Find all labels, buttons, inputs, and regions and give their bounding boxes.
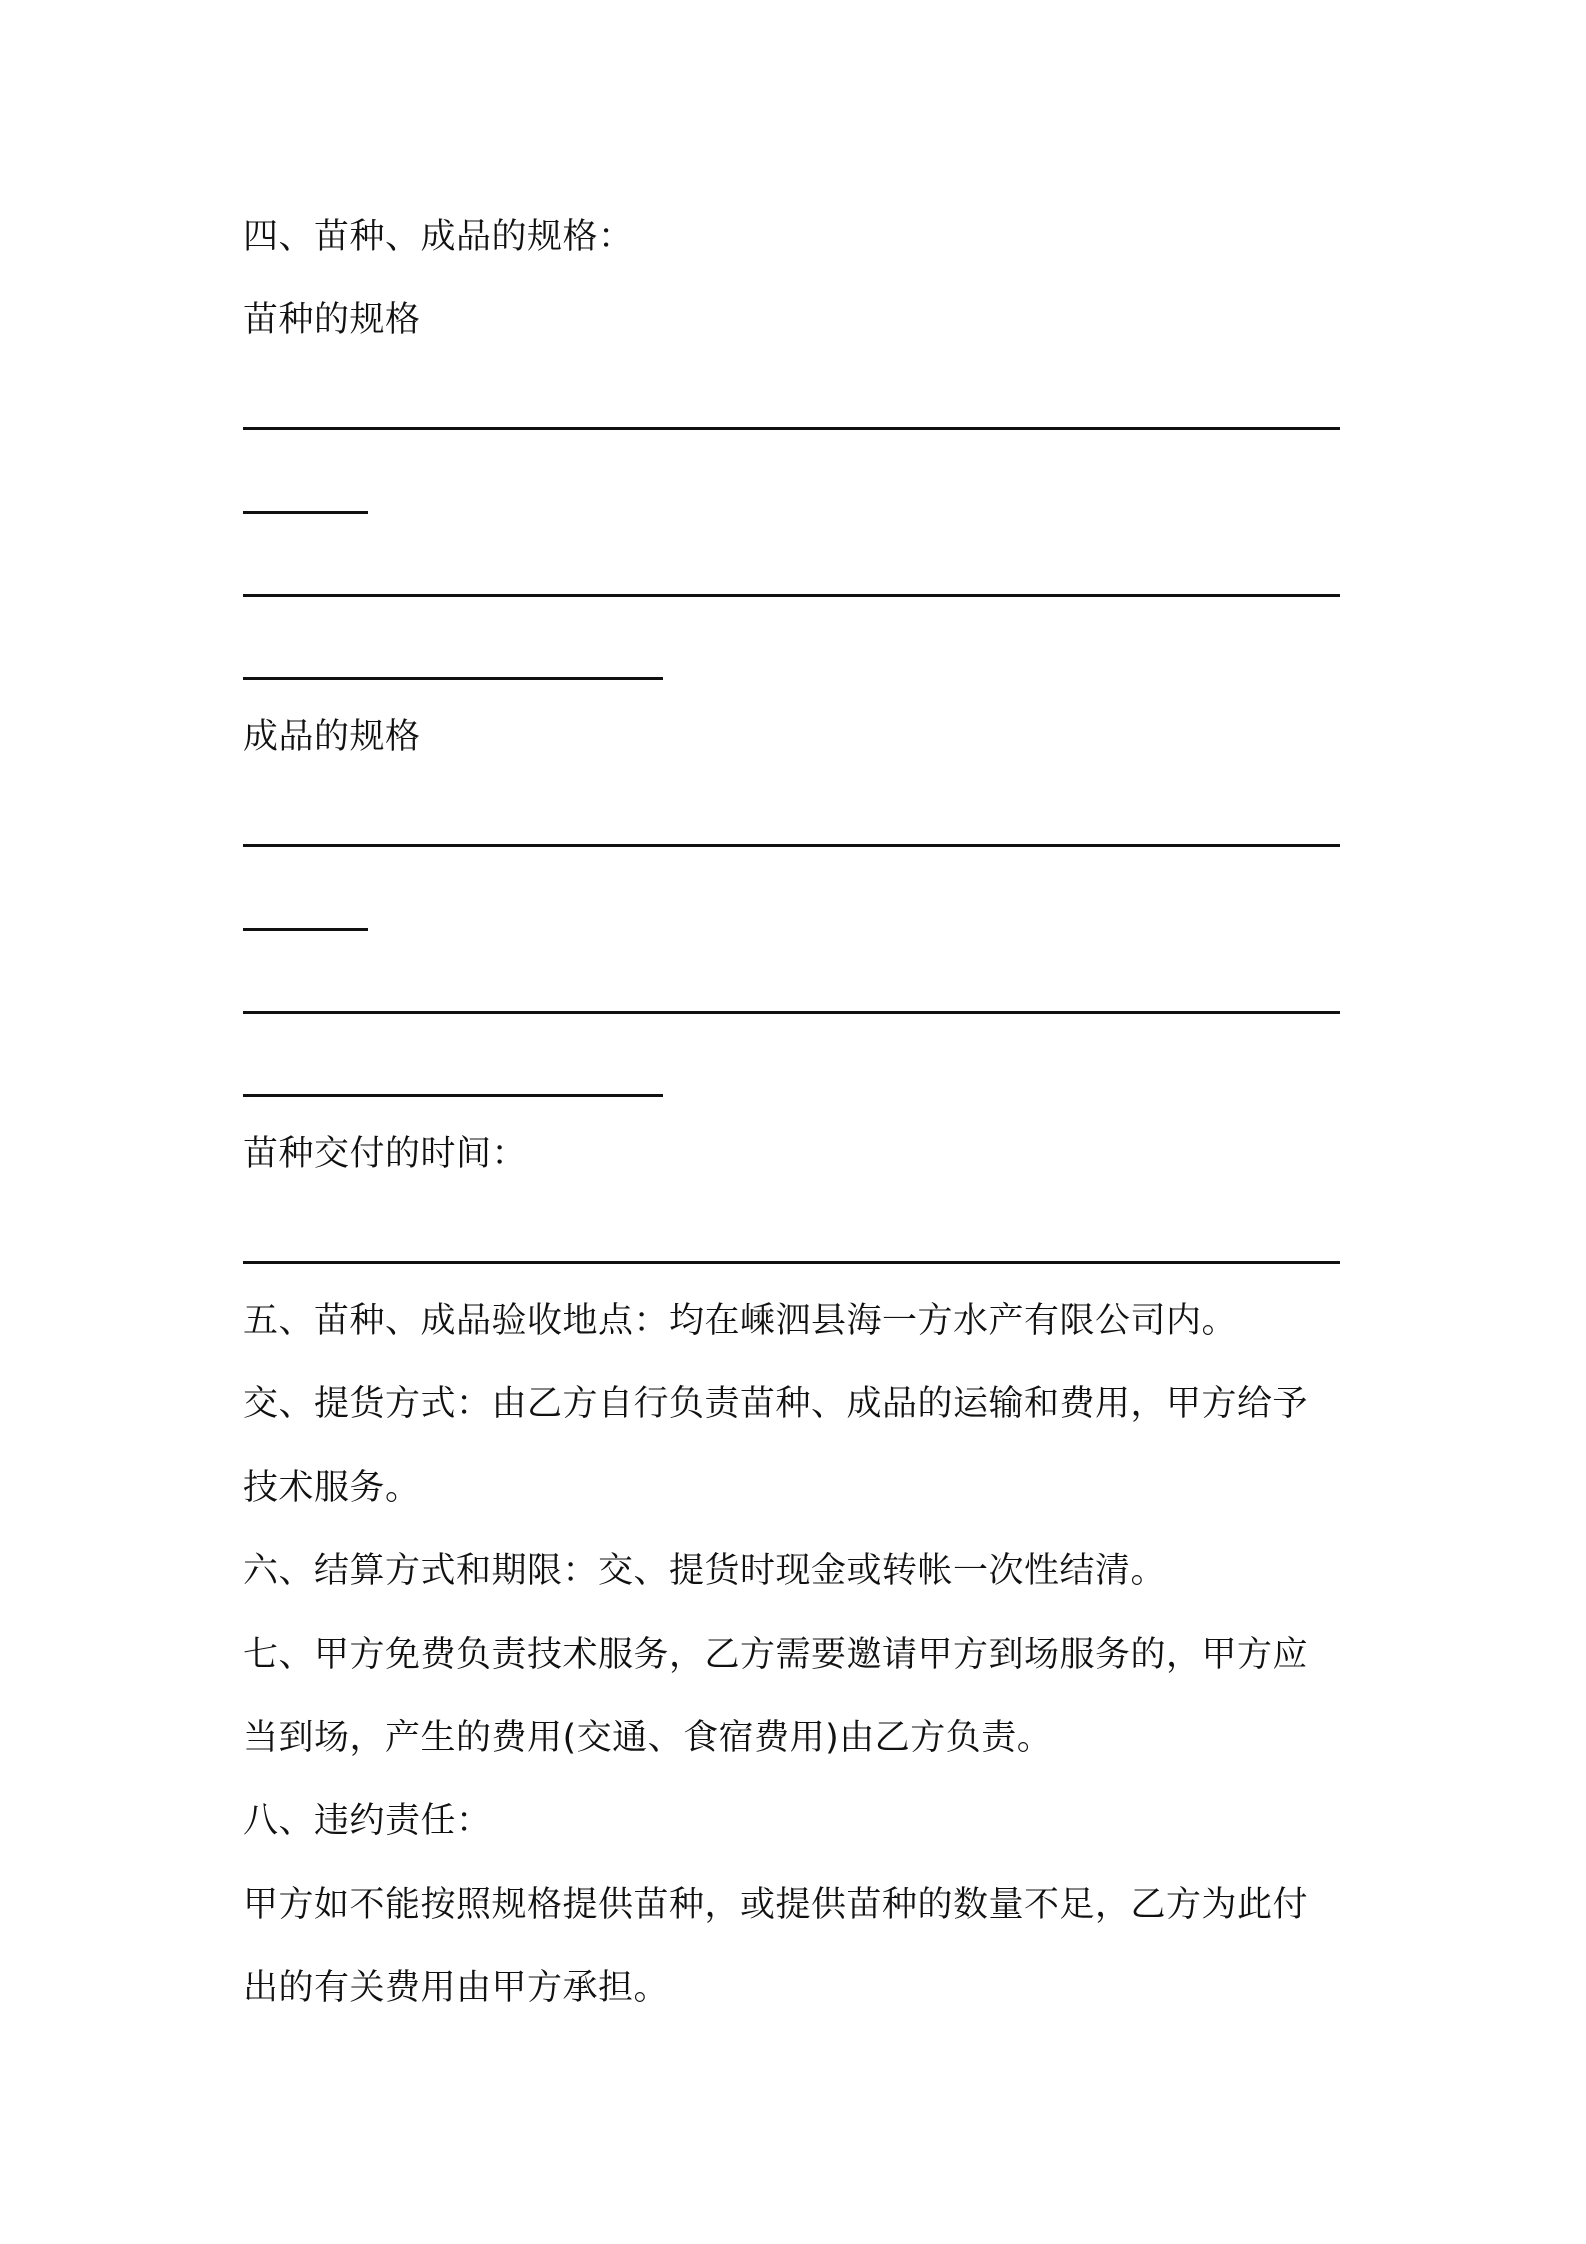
product-spec-blank-2b [243, 1030, 1363, 1113]
breach-line-1: 甲方如不能按照规格提供苗种，或提供苗种的数量不足，乙方为此付 [243, 1884, 1309, 1925]
fill-line [243, 844, 1340, 847]
fill-line [243, 1011, 1340, 1014]
product-spec-blank-2a [243, 947, 1363, 1030]
fill-line [243, 427, 1340, 430]
document-body [243, 196, 1363, 2031]
section-four-heading: 四、苗种、成品的规格： [243, 217, 634, 257]
product-spec-label: 成品的规格 [243, 717, 421, 758]
delivery-time-label: 苗种交付的时间： [243, 1134, 528, 1175]
seedling-spec-blank-2b [243, 613, 1363, 696]
breach-line-2: 出的有关费用由甲方承担。 [243, 1968, 670, 2009]
seedling-spec-label: 苗种的规格 [243, 300, 421, 341]
fill-line [243, 928, 368, 931]
delivery-time-blank [243, 1197, 1363, 1280]
pickup-method-line-2: 技术服务。 [243, 1467, 421, 1508]
product-spec-blank-1b [243, 863, 1363, 946]
fill-line [243, 1094, 663, 1097]
clause-seven-line-1: 七、甲方免费负责技术服务，乙方需要邀请甲方到场服务的，甲方应 [243, 1634, 1309, 1675]
fill-line [243, 511, 368, 514]
product-spec-blank-1a [243, 780, 1363, 863]
clause-seven-line-2: 当到场，产生的费用(交通、食宿费用)由乙方负责。 [243, 1718, 1053, 1759]
fill-line [243, 677, 663, 680]
seedling-spec-blank-1a [243, 363, 1363, 446]
fill-line [243, 1261, 1340, 1264]
pickup-method-line-1: 交、提货方式：由乙方自行负责苗种、成品的运输和费用，甲方给予 [243, 1384, 1309, 1425]
seedling-spec-blank-1b [243, 446, 1363, 529]
clause-eight-heading: 八、违约责任： [243, 1801, 492, 1842]
seedling-spec-blank-2a [243, 530, 1363, 613]
clause-six: 六、结算方式和期限：交、提货时现金或转帐一次性结清。 [243, 1551, 1167, 1592]
fill-line [243, 594, 1340, 597]
clause-five: 五、苗种、成品验收地点：均在嵊泗县海一方水产有限公司内。 [243, 1301, 1238, 1342]
